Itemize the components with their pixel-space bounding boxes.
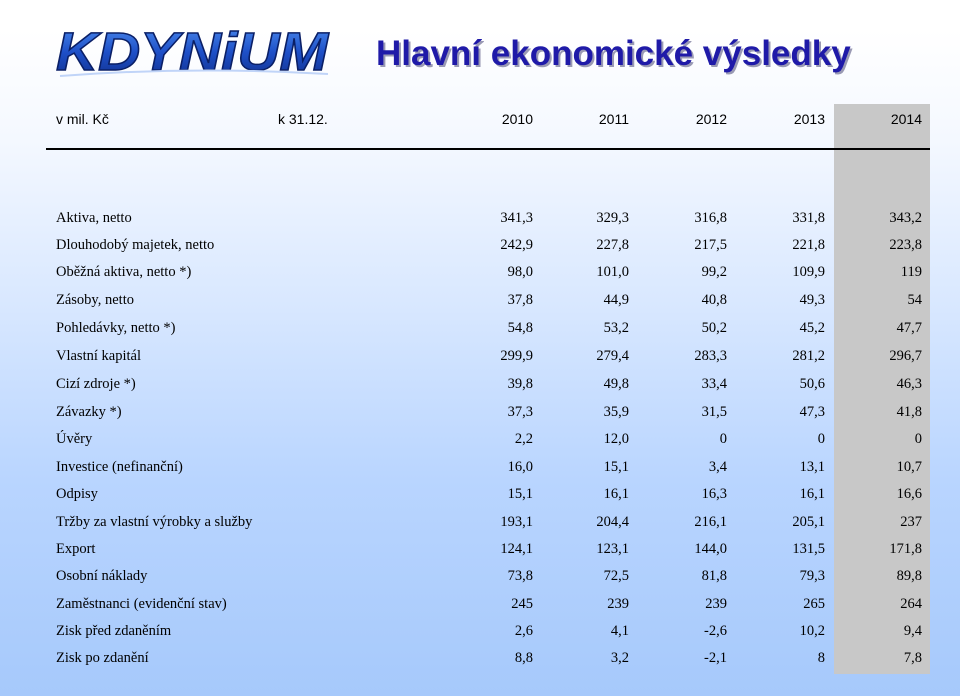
- table-row: [0, 404, 960, 426]
- kdynium-logo: [52, 18, 332, 82]
- value-cell: 119: [900, 264, 922, 280]
- value-cell: 46,3: [896, 376, 922, 392]
- year-header: 2013: [793, 111, 825, 127]
- value-cell: 53,2: [603, 320, 629, 336]
- value-cell: 8: [817, 650, 825, 666]
- table-row: [0, 210, 960, 232]
- value-cell: 3,2: [610, 650, 629, 666]
- value-cell: 10,2: [799, 623, 825, 639]
- value-cell: 4,1: [610, 623, 629, 639]
- value-cell: 279,4: [596, 348, 629, 364]
- value-cell: 216,1: [694, 514, 727, 530]
- value-cell: 16,1: [799, 486, 825, 502]
- value-cell: 35,9: [603, 404, 629, 420]
- value-cell: 2,6: [514, 623, 533, 639]
- row-label: Investice (nefinanční): [56, 459, 183, 475]
- value-cell: 223,8: [889, 237, 922, 253]
- value-cell: 54,8: [507, 320, 533, 336]
- value-cell: 16,3: [701, 486, 727, 502]
- value-cell: 73,8: [507, 568, 533, 584]
- value-cell: 242,9: [500, 237, 533, 253]
- table-row: [0, 514, 960, 536]
- value-cell: 16,6: [896, 486, 922, 502]
- value-cell: 16,0: [507, 459, 533, 475]
- value-cell: 8,8: [514, 650, 533, 666]
- table-row: [0, 650, 960, 672]
- value-cell: 0: [719, 431, 727, 447]
- value-cell: 15,1: [507, 486, 533, 502]
- value-cell: 124,1: [500, 541, 533, 557]
- row-label: Zisk před zdaněním: [56, 623, 172, 639]
- value-cell: 89,8: [896, 568, 922, 584]
- row-label: Dlouhodobý majetek, netto: [56, 237, 215, 253]
- value-cell: 316,8: [694, 210, 727, 226]
- value-cell: 144,0: [694, 541, 727, 557]
- value-cell: 47,7: [896, 320, 922, 336]
- row-label: Vlastní kapitál: [56, 348, 141, 364]
- value-cell: 237: [900, 514, 922, 530]
- value-cell: 7,8: [903, 650, 922, 666]
- row-label: Aktiva, netto: [56, 210, 132, 226]
- value-cell: 98,0: [507, 264, 533, 280]
- value-cell: 33,4: [701, 376, 727, 392]
- value-cell: 45,2: [799, 320, 825, 336]
- table-row: [0, 568, 960, 590]
- value-cell: 299,9: [500, 348, 533, 364]
- row-label: Zisk po zdanění: [56, 650, 149, 666]
- value-cell: 49,3: [799, 292, 825, 308]
- page-title: Hlavní ekonomické výsledky: [376, 34, 851, 73]
- value-cell: 16,1: [603, 486, 629, 502]
- table-row: [0, 541, 960, 563]
- value-cell: 37,8: [507, 292, 533, 308]
- header-divider: [46, 148, 930, 150]
- value-cell: 245: [511, 596, 533, 612]
- value-cell: 221,8: [792, 237, 825, 253]
- table-row: [0, 596, 960, 618]
- value-cell: -2,1: [704, 650, 727, 666]
- value-cell: 204,4: [596, 514, 629, 530]
- value-cell: 239: [607, 596, 629, 612]
- year-header: 2014: [890, 111, 922, 127]
- value-cell: 3,4: [708, 459, 727, 475]
- row-label: Odpisy: [56, 486, 98, 502]
- value-cell: 72,5: [603, 568, 629, 584]
- value-cell: 217,5: [694, 237, 727, 253]
- table-row: [0, 320, 960, 342]
- value-cell: 37,3: [507, 404, 533, 420]
- value-cell: 47,3: [799, 404, 825, 420]
- value-cell: 15,1: [603, 459, 629, 475]
- table-row: [0, 459, 960, 481]
- value-cell: 12,0: [603, 431, 629, 447]
- table-row: [0, 623, 960, 645]
- value-cell: 343,2: [889, 210, 922, 226]
- value-cell: 44,9: [603, 292, 629, 308]
- value-cell: 0: [914, 431, 922, 447]
- value-cell: 13,1: [799, 459, 825, 475]
- value-cell: 296,7: [889, 348, 922, 364]
- row-label: Závazky *): [56, 404, 122, 420]
- table-row: [0, 237, 960, 259]
- row-label: Export: [56, 541, 96, 557]
- value-cell: 281,2: [792, 348, 825, 364]
- value-cell: 131,5: [792, 541, 825, 557]
- table-row: [0, 486, 960, 508]
- value-cell: 193,1: [500, 514, 533, 530]
- value-cell: 81,8: [701, 568, 727, 584]
- table-row: [0, 264, 960, 286]
- value-cell: 9,4: [903, 623, 922, 639]
- table-header: [0, 104, 960, 148]
- value-cell: 265: [803, 596, 825, 612]
- row-label: Osobní náklady: [56, 568, 148, 584]
- row-label: Cizí zdroje *): [56, 376, 136, 392]
- value-cell: 50,2: [701, 320, 727, 336]
- value-cell: 239: [705, 596, 727, 612]
- value-cell: 99,2: [701, 264, 727, 280]
- value-cell: 123,1: [596, 541, 629, 557]
- value-cell: 331,8: [792, 210, 825, 226]
- table-row: [0, 431, 960, 453]
- row-label: Oběžná aktiva, netto *): [56, 264, 192, 280]
- value-cell: -2,6: [704, 623, 727, 639]
- value-cell: 101,0: [596, 264, 629, 280]
- row-label: Tržby za vlastní výrobky a služby: [56, 514, 253, 530]
- value-cell: 205,1: [792, 514, 825, 530]
- value-cell: 54: [907, 292, 922, 308]
- logo-text: KDYNiUM: [56, 22, 330, 82]
- value-cell: 79,3: [799, 568, 825, 584]
- table-row: [0, 348, 960, 370]
- value-cell: 227,8: [596, 237, 629, 253]
- value-cell: 329,3: [596, 210, 629, 226]
- unit-label: v mil. Kč: [56, 111, 109, 127]
- table-row: [0, 376, 960, 398]
- row-label: Pohledávky, netto *): [56, 320, 176, 336]
- value-cell: 283,3: [694, 348, 727, 364]
- row-label: Úvěry: [56, 431, 93, 447]
- value-cell: 0: [817, 431, 825, 447]
- value-cell: 31,5: [701, 404, 727, 420]
- value-cell: 341,3: [500, 210, 533, 226]
- value-cell: 39,8: [507, 376, 533, 392]
- value-cell: 264: [900, 596, 922, 612]
- value-cell: 109,9: [792, 264, 825, 280]
- year-header: 2011: [598, 111, 629, 127]
- row-label: Zaměstnanci (evidenční stav): [56, 596, 227, 612]
- value-cell: 2,2: [514, 431, 533, 447]
- value-cell: 41,8: [896, 404, 922, 420]
- value-cell: 171,8: [889, 541, 922, 557]
- year-header: 2010: [501, 111, 533, 127]
- value-cell: 50,6: [799, 376, 825, 392]
- value-cell: 10,7: [896, 459, 922, 475]
- value-cell: 49,8: [603, 376, 629, 392]
- value-cell: 40,8: [701, 292, 727, 308]
- date-label: k 31.12.: [278, 111, 328, 127]
- row-label: Zásoby, netto: [56, 292, 134, 308]
- year-header: 2012: [695, 111, 727, 127]
- table-row: [0, 292, 960, 314]
